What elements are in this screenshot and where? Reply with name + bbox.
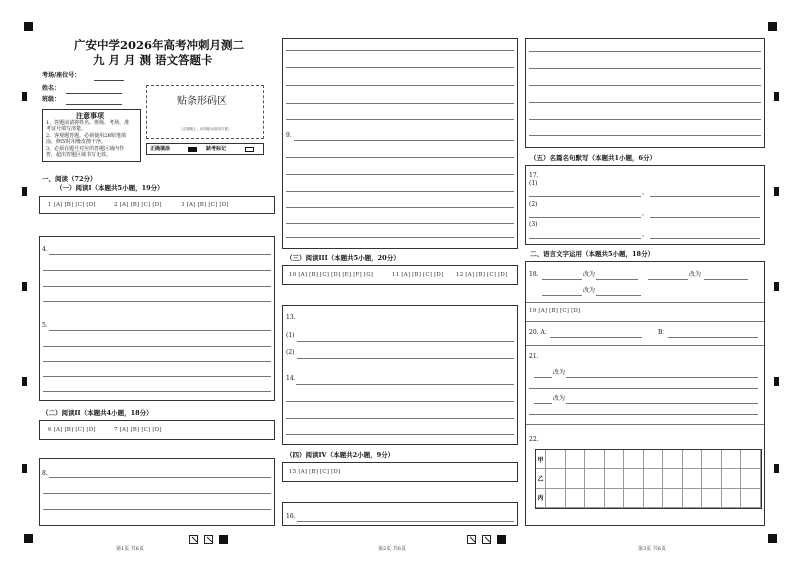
grid-row-label: 甲 bbox=[536, 450, 546, 469]
part3-heading: （三）阅读III（本题共5小题，20分） bbox=[286, 254, 400, 262]
notice-line: 答，超出答题区域书写无效。 bbox=[46, 152, 112, 158]
question-number-14: 14. bbox=[286, 375, 296, 382]
notice-title: 注意事项 bbox=[76, 111, 104, 120]
name-label: 姓名： bbox=[42, 85, 61, 92]
question-number-13: 13. bbox=[286, 314, 296, 321]
timing-mark bbox=[22, 92, 27, 101]
part2-heading: （二）阅读II（本题共4小题，18分） bbox=[42, 409, 153, 417]
choice-row-q7[interactable]: 7 [A] [B] [C] [D] bbox=[114, 427, 162, 433]
registration-mark-bottom-right bbox=[768, 534, 777, 543]
choice-row-q2[interactable]: 2 [A] [B] [C] [D] bbox=[114, 202, 162, 208]
grid-row-label: 乙 bbox=[536, 469, 546, 488]
notice-box bbox=[42, 109, 141, 162]
registration-mark-top-left bbox=[24, 22, 33, 31]
question-number-8: 8. bbox=[42, 470, 48, 477]
answer-box-continued[interactable] bbox=[525, 38, 765, 148]
exam-seat-label: 考场/座位号： bbox=[42, 72, 81, 79]
section2-heading: 二、语言文字运用（本题共5小题，18分） bbox=[530, 250, 655, 258]
question-number-22: 22. bbox=[529, 436, 539, 443]
question-number-4: 4. bbox=[42, 246, 48, 253]
part4-choice-box bbox=[282, 462, 518, 482]
question-number-21: 21. bbox=[529, 353, 539, 360]
answer-box-q4-q5[interactable] bbox=[39, 236, 275, 401]
timing-mark bbox=[22, 377, 27, 386]
name-field[interactable] bbox=[66, 93, 122, 94]
part2-choice-box bbox=[39, 420, 275, 440]
change-to-label: 改为 bbox=[583, 287, 596, 294]
page-code-mark bbox=[219, 535, 228, 544]
q20-b-label: B： bbox=[658, 329, 669, 336]
q17-comma: ， bbox=[642, 210, 649, 217]
timing-mark bbox=[774, 282, 779, 291]
answer-box-q18-q22[interactable] bbox=[525, 261, 765, 526]
divider bbox=[526, 321, 764, 322]
fill-legend bbox=[146, 143, 264, 155]
timing-mark bbox=[22, 187, 27, 196]
notice-line: 考证号填写清楚。 bbox=[46, 126, 87, 132]
q13-part1: (1) bbox=[286, 332, 295, 339]
missing-exam-box[interactable] bbox=[245, 147, 254, 152]
choice-row-q10[interactable]: 10 [A] [B] [C] [D] [E] [F] [G] bbox=[289, 272, 374, 278]
change-to-label: 改为 bbox=[553, 395, 566, 402]
notice-line: 2、客观题答题，必须使用2B铅笔填 bbox=[46, 133, 127, 139]
timing-mark bbox=[774, 92, 779, 101]
divider bbox=[526, 345, 764, 346]
page-title: 广安中学2026年高考冲刺月测二 bbox=[74, 38, 245, 52]
answer-box-q16[interactable] bbox=[282, 502, 518, 526]
timing-mark bbox=[774, 187, 779, 196]
page-code-box bbox=[467, 535, 476, 544]
timing-mark bbox=[22, 464, 27, 473]
barcode-label: 贴条形码区 bbox=[177, 96, 227, 107]
barcode-area bbox=[146, 85, 264, 139]
change-to-label: 改为 bbox=[553, 369, 566, 376]
divider bbox=[526, 302, 764, 303]
q17-item-2: (2) bbox=[529, 201, 538, 208]
page-number-2: 第2页 共6页 bbox=[378, 546, 406, 552]
notice-line: 3、必须在题号对应的答题区域内作 bbox=[46, 146, 125, 152]
writing-grid[interactable] bbox=[535, 449, 762, 509]
registration-mark-bottom-left bbox=[24, 534, 33, 543]
answer-box-q13-q14[interactable] bbox=[282, 305, 518, 445]
notice-line: 涂，修改时用橡皮擦干净。 bbox=[46, 139, 107, 145]
q17-comma: ， bbox=[642, 189, 649, 196]
choice-row-q19[interactable]: 19 [A] [B] [C] [D] bbox=[529, 308, 581, 314]
part4-heading: （四）阅读IV（本题共2小题，9分） bbox=[286, 451, 395, 459]
choice-row-q12[interactable]: 12 [A] [B] [C] [D] bbox=[456, 272, 508, 278]
part1-choice-box bbox=[39, 196, 275, 214]
class-label: 班级： bbox=[42, 96, 61, 103]
part1-heading: （一）阅读I（本题共5小题，19分） bbox=[56, 184, 164, 192]
page-code-box bbox=[189, 535, 198, 544]
correct-fill-label: 正确填涂 bbox=[150, 146, 171, 152]
q17-item-1: (1) bbox=[529, 180, 538, 187]
choice-row-q1[interactable]: 1 [A] [B] [C] [D] bbox=[48, 202, 96, 208]
page-subtitle: 九 月 月 测 语文答题卡 bbox=[93, 53, 213, 67]
timing-mark bbox=[774, 377, 779, 386]
barcode-hint: （正面朝上，切勿贴出虚线方框） bbox=[179, 127, 232, 131]
grid-row-label: 丙 bbox=[536, 489, 546, 508]
change-to-label: 改为 bbox=[583, 271, 596, 278]
part5-heading: （五）名篇名句默写（本题共1小题，6分） bbox=[530, 154, 657, 162]
q13-part2: (2) bbox=[286, 349, 295, 356]
timing-mark bbox=[22, 282, 27, 291]
correct-fill-sample bbox=[188, 147, 197, 152]
answer-box-q8[interactable] bbox=[39, 458, 275, 526]
timing-mark bbox=[774, 464, 779, 473]
answer-box-q9[interactable] bbox=[282, 38, 518, 249]
answer-box-q17[interactable] bbox=[525, 165, 765, 245]
choice-row-q6[interactable]: 6 [A] [B] [C] [D] bbox=[48, 427, 96, 433]
registration-mark-top-right bbox=[768, 22, 777, 31]
question-number-9: 9. bbox=[286, 132, 292, 139]
choice-row-q11[interactable]: 11 [A] [B] [C] [D] bbox=[392, 272, 444, 278]
change-to-label: 改为 bbox=[689, 271, 702, 278]
q17-item-3: (3) bbox=[529, 221, 538, 228]
question-number-20: 20. A： bbox=[529, 329, 551, 336]
notice-line: 1、答题前请将姓名、班级、考场、准 bbox=[46, 120, 130, 126]
part3-choice-box bbox=[282, 265, 518, 285]
exam-seat-field[interactable] bbox=[94, 80, 124, 81]
divider bbox=[526, 424, 764, 425]
section1-heading: 一、阅读（72分） bbox=[42, 175, 97, 183]
choice-row-q15[interactable]: 15 [A] [B] [C] [D] bbox=[289, 469, 341, 475]
page-number-1: 第1页 共6页 bbox=[116, 546, 144, 552]
missing-exam-label: 缺考标记 bbox=[206, 146, 227, 152]
question-number-16: 16. bbox=[286, 513, 296, 520]
question-number-17: 17. bbox=[529, 172, 539, 179]
question-number-18: 18. bbox=[529, 271, 539, 278]
page-code-box bbox=[204, 535, 213, 544]
question-number-5: 5. bbox=[42, 322, 48, 329]
page-code-box bbox=[482, 535, 491, 544]
choice-row-q3[interactable]: 3 [A] [B] [C] [D] bbox=[181, 202, 229, 208]
q17-comma: ， bbox=[642, 231, 649, 238]
page-number-3: 第3页 共6页 bbox=[638, 546, 666, 552]
class-field[interactable] bbox=[66, 104, 122, 105]
page-code-mark bbox=[497, 535, 506, 544]
